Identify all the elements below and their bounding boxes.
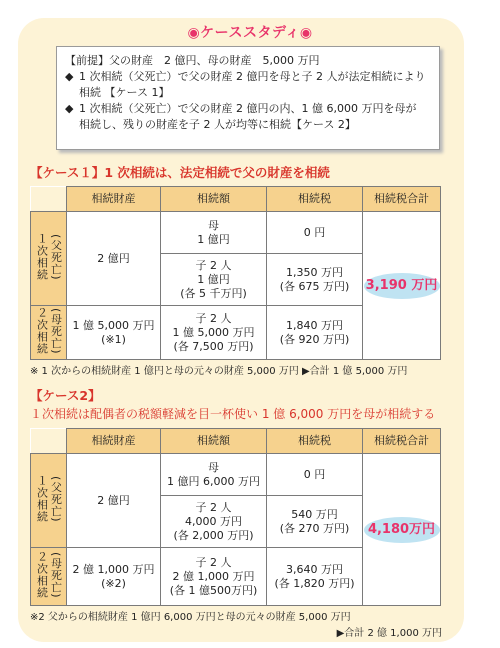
header-tax: 相続税 (267, 187, 363, 212)
asset-cell: 2 億円 (67, 212, 161, 306)
header-asset: 相続財産 (67, 429, 161, 454)
asset-cell: 1 億 5,000 万円 (※1) (67, 306, 161, 360)
row-label-first-inheritance: １次相続(父死亡) (31, 454, 67, 548)
case2-subheading: １次相続は配偶者の税額軽減を目一杯使い 1 億 6,000 万円を母が相続する (30, 407, 436, 421)
tax-cell-children: 540 万円 (各 270 万円) (267, 496, 363, 548)
premise-box (56, 46, 440, 150)
premise-text: 1 次相続（父死亡）で父の財産 2 億円を母と子 2 人が法定相続により (79, 70, 426, 83)
total-tax-cell (363, 454, 441, 606)
asset-cell: 2 億円 (67, 454, 161, 548)
row-label-second-inheritance: ２次相続(母死亡) (31, 306, 67, 360)
header-total: 相続税合計 (363, 429, 441, 454)
tax-cell-children: 3,640 万円 (各 1,820 万円) (267, 548, 363, 606)
header-amount: 相続額 (161, 429, 267, 454)
premise-text: 相続 【ケース 1】 (79, 86, 170, 99)
premise-bullet-case2 (65, 101, 431, 133)
case2-heading: 【ケース2】 (30, 388, 101, 403)
row-label-first-inheritance: １次相続(父死亡) (31, 212, 67, 306)
page-title: ◉ケーススタディ◉ (187, 25, 313, 41)
case1-footnote: ※ 1 次からの相続財産 1 億円と母の元々の財産 5,000 万円 ▶合計 1 億 5,000 万円 (30, 366, 408, 377)
diamond-icon: ◆ (65, 70, 74, 83)
amount-cell-children: 子 2 人 4,000 万円 (各 2,000 万円) (161, 496, 267, 548)
premise-text: 相続し、残りの財産を子 2 人が均等に相続【ケース 2】 (79, 118, 356, 131)
premise-text: 1 次相続（父死亡）で父の財産 2 億円の内、1 億 6,000 万円を母が (79, 102, 417, 115)
case2-table (30, 428, 441, 606)
amount-cell-children: 子 2 人 1 億円 (各 5 千万円) (161, 254, 267, 306)
premise-bullet-case1 (65, 69, 431, 101)
case1-table (30, 186, 441, 360)
amount-cell-mother: 母 1 億円 (161, 212, 267, 254)
header-total: 相続税合計 (363, 187, 441, 212)
case2-footnote-total: ▶合計 2 億 1,000 万円 (336, 628, 442, 639)
total-tax-badge: 4,180万円 (364, 517, 440, 543)
diamond-icon: ◆ (65, 102, 74, 115)
amount-cell-children: 子 2 人 2 億 1,000 万円 (各 1 億500万円) (161, 548, 267, 606)
total-tax-badge: 3,190 万円 (364, 273, 440, 299)
tax-cell-children: 1,840 万円 (各 920 万円) (267, 306, 363, 360)
case2-footnote: ※2 父からの相続財産 1 億円 6,000 万円と母の元々の財産 5,000 万円 (30, 612, 351, 623)
header-amount: 相続額 (161, 187, 267, 212)
tax-cell-children: 1,350 万円 (各 675 万円) (267, 254, 363, 306)
total-tax-cell (363, 212, 441, 360)
amount-cell-mother: 母 1 億円 6,000 万円 (161, 454, 267, 496)
asset-cell: 2 億 1,000 万円 (※2) (67, 548, 161, 606)
case1-heading: 【ケース１】1 次相続は、法定相続で父の財産を相続 (30, 165, 330, 180)
amount-cell-children: 子 2 人 1 億 5,000 万円 (各 7,500 万円) (161, 306, 267, 360)
tax-cell-mother: 0 円 (267, 454, 363, 496)
tax-cell-mother: 0 円 (267, 212, 363, 254)
row-label-second-inheritance: ２次相続(母死亡) (31, 548, 67, 606)
header-tax: 相続税 (267, 429, 363, 454)
header-asset: 相続財産 (67, 187, 161, 212)
premise-line: 【前提】父の財産 2 億円、母の財産 5,000 万円 (65, 54, 320, 67)
